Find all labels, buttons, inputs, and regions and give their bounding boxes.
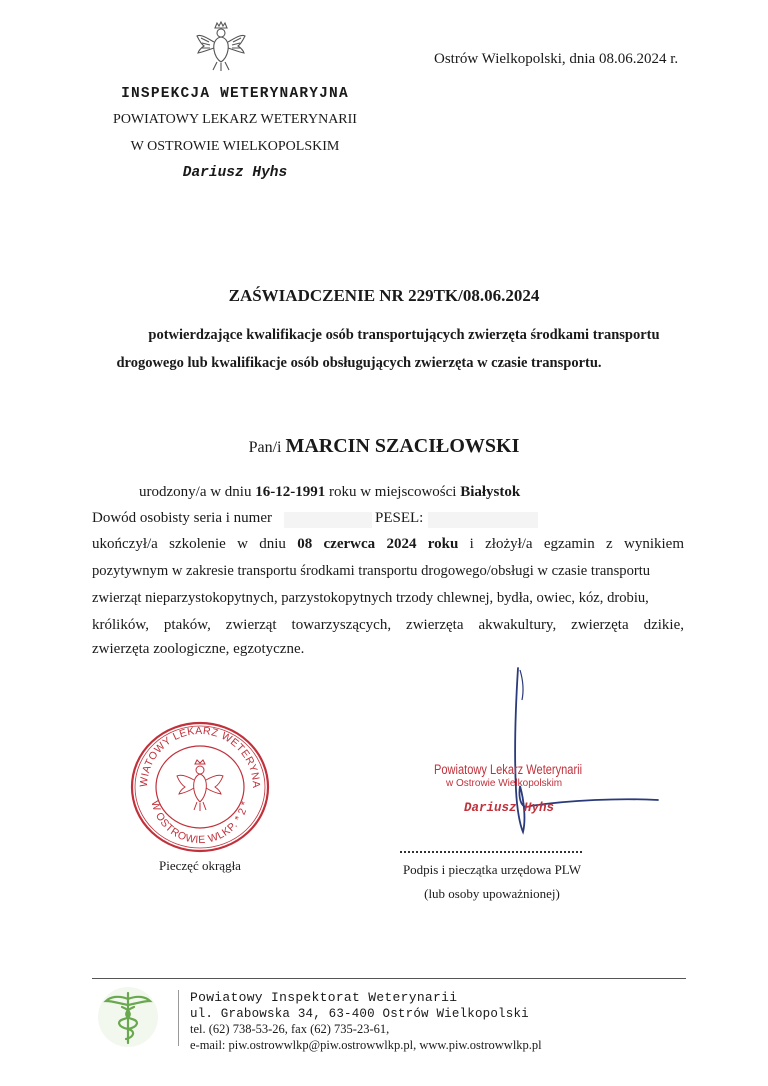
scope-line-1: pozytywnym w zakresie transportu środkami transportu drogowego/obsługi w czasie transportu	[92, 563, 651, 579]
recipient	[0, 435, 768, 458]
id-value-redacted	[284, 512, 372, 528]
certificate-title: ZAŚWIADCZENIE NR 229TK/08.06.2024	[228, 286, 540, 305]
scope-line-4: zwierzęta zoologiczne, egzotyczne.	[92, 641, 305, 657]
issuer-office: POWIATOWY LEKARZ WETERYNARII	[113, 112, 357, 127]
birth-date: 16-12-1991	[255, 484, 326, 500]
place-date: Ostrów Wielkopolski, dnia 08.06.2024 r.	[434, 51, 679, 67]
birth-place: Białystok	[460, 484, 521, 500]
signature-dotted-line	[400, 851, 582, 853]
signature-caption	[380, 858, 604, 906]
round-stamp-caption: Pieczęć okrągła	[159, 858, 241, 873]
signature-caption-2: (lub osoby upoważnionej)	[424, 886, 560, 901]
certificate-subtitle-1: potwierdzające kwalifikacje osób transportujących zwierzęta środkami transportu	[148, 327, 660, 343]
recipient-name: MARCIN SZACIŁOWSKI	[285, 435, 520, 457]
footer-vertical-rule	[178, 990, 179, 1046]
training-suffix: i złożył/a egzamin z wynikiem	[469, 536, 684, 552]
training-date: 08 czerwca 2024 roku	[297, 536, 459, 552]
official-stamp	[434, 762, 614, 815]
round-stamp	[121, 718, 279, 856]
pesel-label: PESEL:	[375, 510, 424, 526]
signature-mark	[420, 660, 670, 845]
official-stamp-line-1: Powiatowy Lekarz Weterynarii	[434, 762, 583, 777]
polish-eagle-icon	[193, 18, 249, 74]
svg-text:W OSTROWIE WLKP. * 2 *: W OSTROWIE WLKP. * 2 *	[148, 799, 252, 847]
born-prefix: urodzony/a w dniu	[139, 484, 252, 500]
footer-divider	[92, 978, 686, 979]
recipient-prefix: Pan/i	[248, 439, 282, 456]
certificate-subtitle-2: drogowego lub kwalifikacje osób obsługujących zwierzęta w czasie transportu.	[116, 355, 602, 371]
footer-org: Powiatowy Inspektorat Weterynarii	[190, 990, 458, 1005]
round-stamp-graphic	[121, 718, 279, 856]
birth-line	[139, 484, 520, 501]
footer-email-web: e-mail: piw.ostrowwlkp@piw.ostrowwlkp.pl, www.piw.ostrowwlkp.pl	[190, 1038, 542, 1052]
caduceus-icon	[96, 985, 160, 1049]
official-stamp-line-2: w Ostrowie Wielkopolskim	[446, 778, 563, 789]
signature-caption-1: Podpis i pieczątka urzędowa PLW	[402, 862, 582, 877]
footer-address: ul. Grabowska 34, 63-400 Ostrów Wielkopolski	[190, 1007, 529, 1021]
scope-line-2: zwierząt nieparzystokopytnych, parzystokopytnych trzody chlewnej, bydła, owiec, kóz, drobiu,	[92, 590, 649, 606]
born-middle: roku w miejscowości	[328, 484, 457, 500]
id-label: Dowód osobisty seria i numer	[92, 510, 272, 526]
training-line	[92, 536, 684, 553]
scope-line-3: królików, ptaków, zwierząt towarzyszących, zwierzęta akwakultury, zwierzęta dzikie,	[92, 617, 684, 633]
official-stamp-name: Dariusz Hyhs	[464, 801, 555, 815]
footer-contact	[190, 990, 542, 1053]
footer-phone: tel. (62) 738-53-26, fax (62) 735-23-61,	[190, 1022, 390, 1036]
issuer-location: W OSTROWIE WIELKOPOLSKIM	[130, 139, 340, 154]
issuer-block	[90, 86, 380, 181]
issuer-org-name: INSPEKCJA WETERYNARYJNA	[121, 86, 349, 102]
svg-text:POWIATOWY LEKARZ WETERYNARII: WIATOWY LEKARZ WETERYNA	[137, 724, 263, 789]
training-prefix: ukończył/a szkolenie w dniu	[92, 536, 286, 552]
stamp-eagle-icon	[177, 760, 223, 811]
issuer-signatory: Dariusz Hyhs	[182, 165, 288, 181]
pesel-value-redacted	[428, 512, 538, 528]
